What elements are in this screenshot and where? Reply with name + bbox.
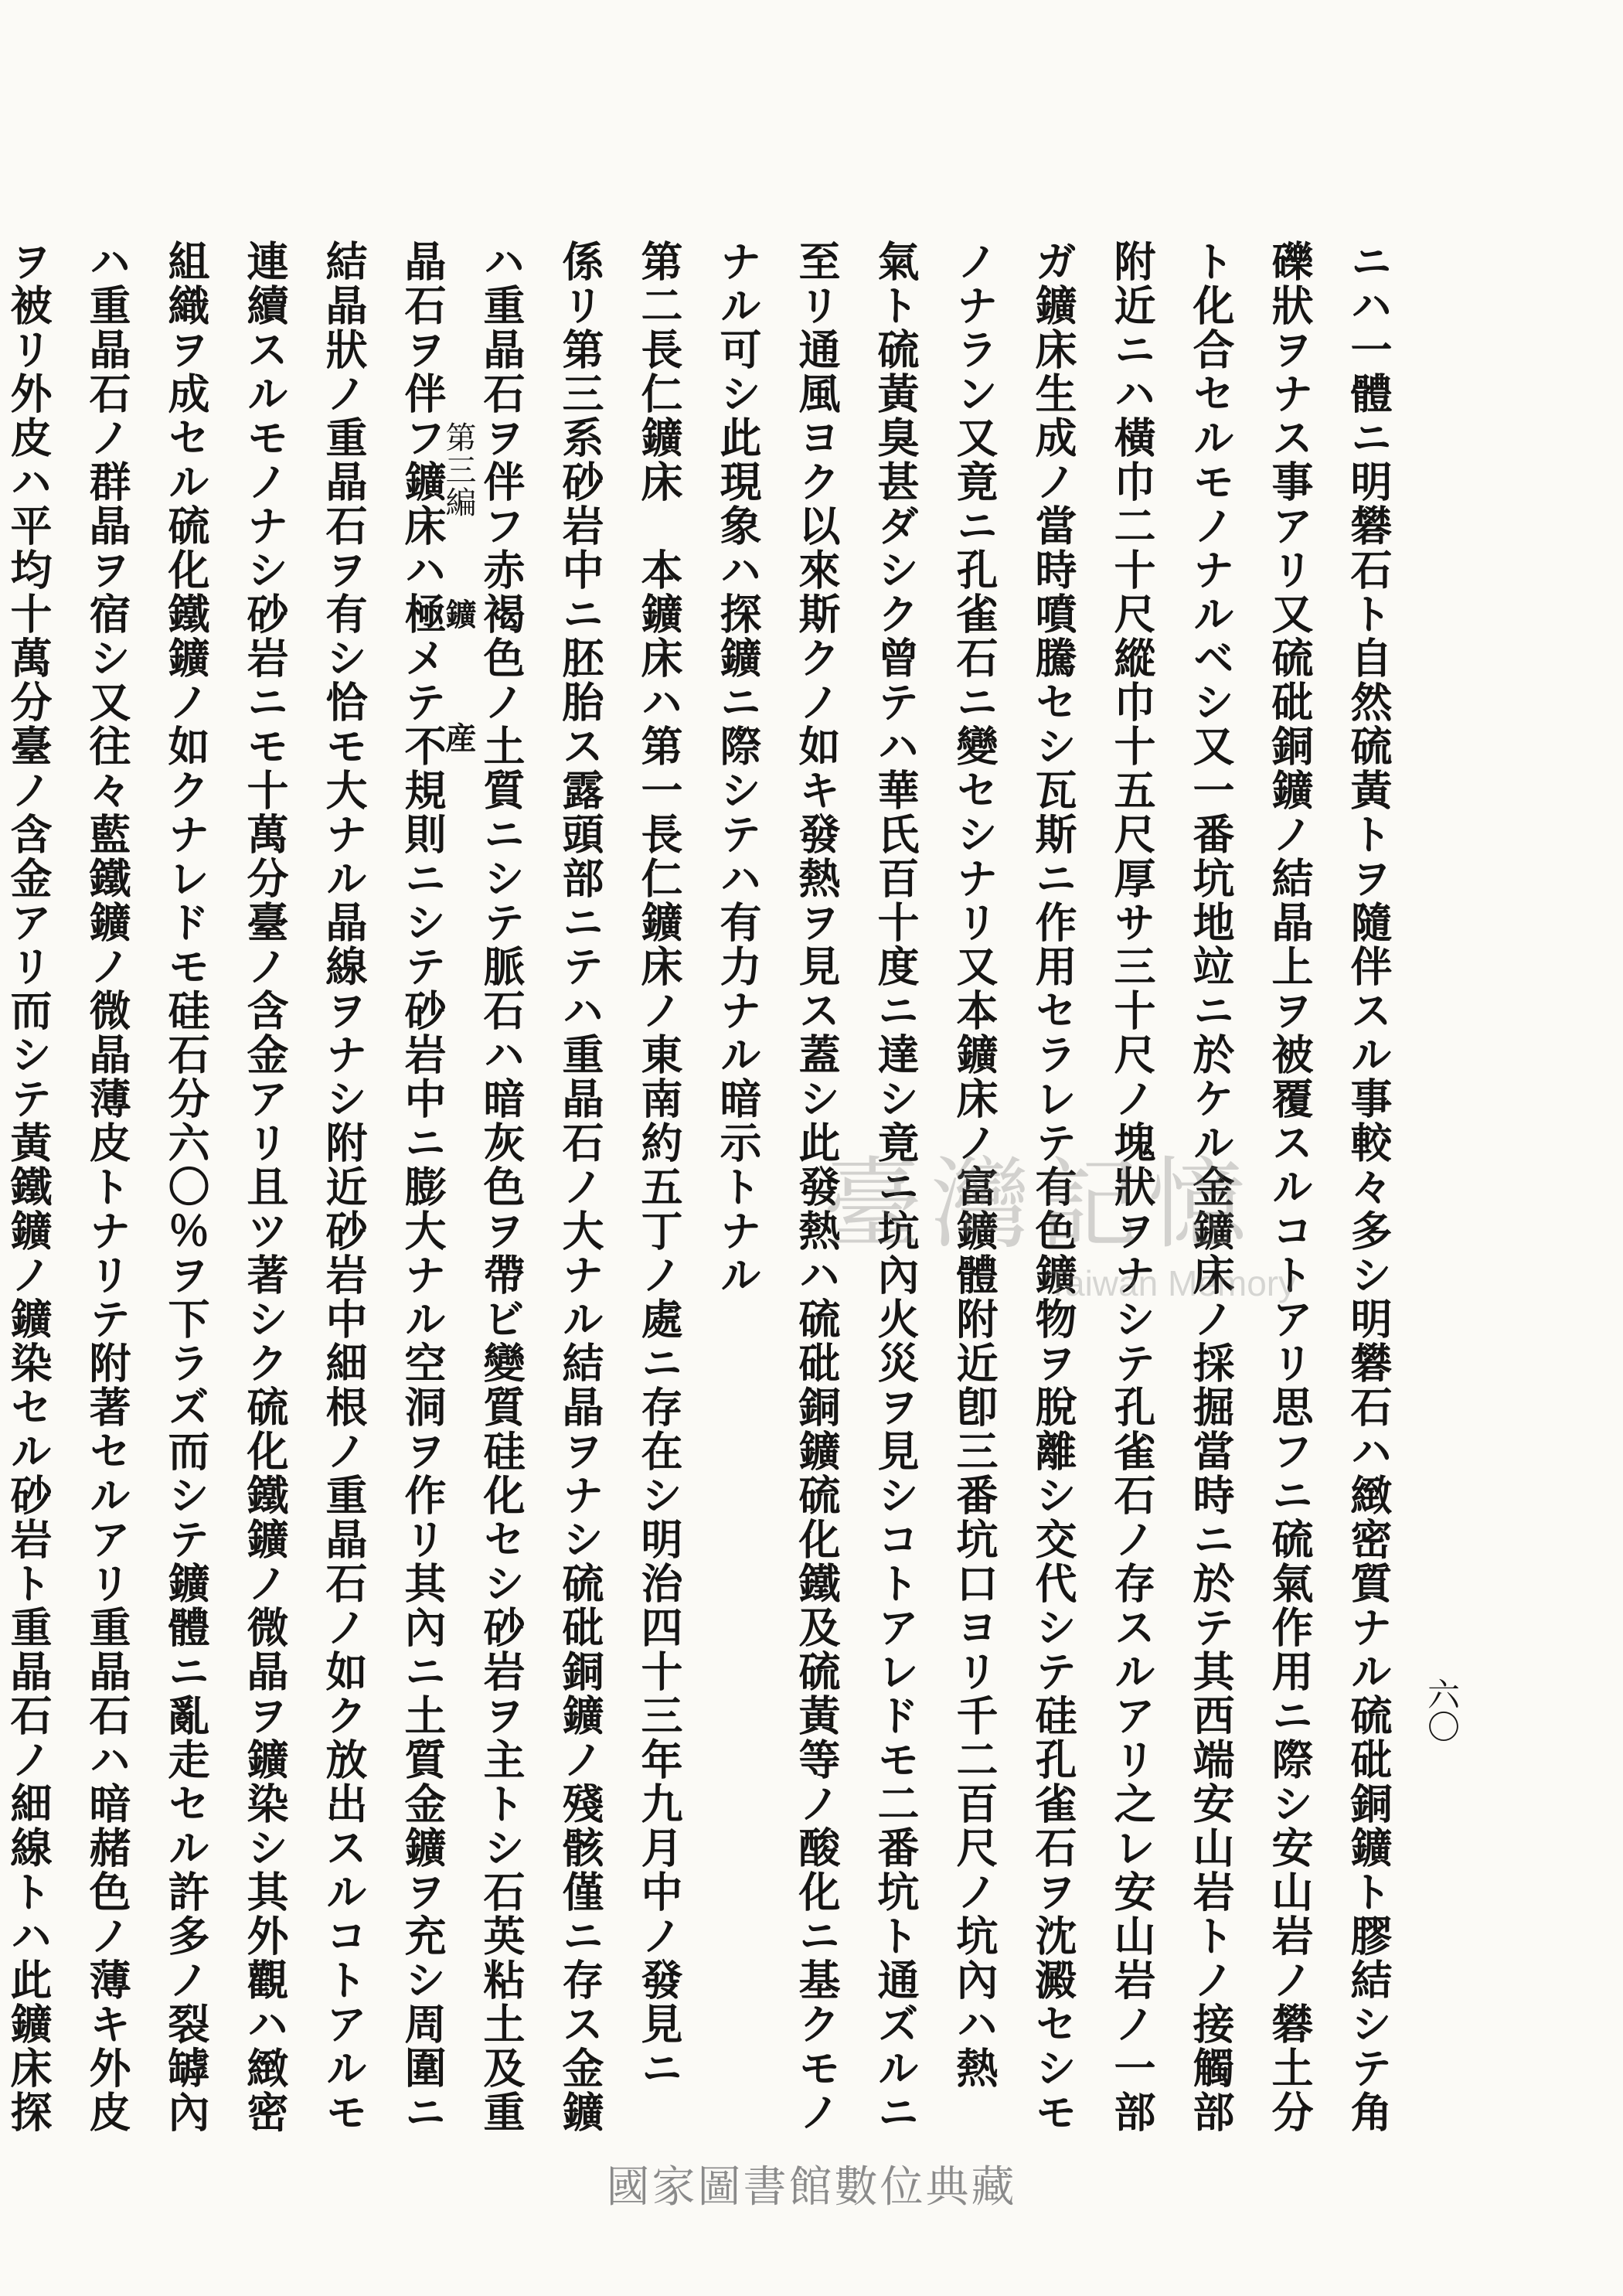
text-line: ハ重晶石ノ群晶ヲ宿シ又往々藍鐵鑛ノ微晶薄皮トナリテ附著セルアリ重晶石ハ暗赭色ノ薄キ外皮 xyxy=(83,240,132,2134)
subsection-line: 第二長仁鑛床 本鑛床ハ第一長仁鑛床ノ東南約五丁ノ處ニ存在シ明治四十三年九月中ノ發見ニ xyxy=(635,240,684,2090)
text-line: ハ重晶石ヲ伴フ赤褐色ノ土質ニシテ脈石ハ暗灰色ヲ帶ビ變質硅化セシ砂岩ヲ主トシ石英粘土及重 xyxy=(477,240,526,2134)
chapter-title: 鑛 産 xyxy=(441,598,477,784)
text-line: 至リ通風ヨク以來斯クノ如キ發熱ヲ見ス蓋シ此發熱ハ硫砒銅鑛硫化鐵及硫黃等ノ酸化ニ基クモノ xyxy=(792,240,842,2134)
text-line: ニハ一體ニ明礬石ト自然硫黃トヲ隨伴スル事較々多シ明礬石ハ緻密質ナル硫砒銅鑛ト膠結シテ角 xyxy=(1344,240,1393,2134)
text-line: 礫狀ヲナス事アリ又硫砒銅鑛ノ結晶上ヲ被覆スルコトアリ思フニ硫氣作用ニ際シ安山岩ノ礬土分 xyxy=(1265,240,1315,2134)
watermark-subtitle: Taiwan Memory xyxy=(1047,1263,1297,1303)
text-line: 附近ニハ橫巾二十尺縱巾十五尺厚サ三十尺ノ塊狀ヲナシテ孔雀石ノ存スルアリ之レ安山岩ノ一部 xyxy=(1108,240,1157,2134)
text-line: 結晶狀ノ重晶石ヲ有シ恰モ大ナル晶線ヲナシ附近砂岩中細根ノ重晶石ノ如ク放出スルコトアルモ xyxy=(319,240,369,2134)
section-title: 第三編 xyxy=(441,421,476,519)
text-line: ガ鑛床生成ノ當時噴騰セシ瓦斯ニ作用セラレテ有色鑛物ヲ脫離シ交代シテ硅孔雀石ヲ沈澱セシモ xyxy=(1029,240,1078,2134)
body-text xyxy=(4,240,1408,2296)
collection-footer: 國家圖書館數位典藏 xyxy=(606,2162,1017,2213)
text-line: 晶石ヲ伴フ鑛床ハ極メテ不規則ニシテ砂岩中ニ膨大ナル空洞ヲ作リ其內ニ土質金鑛ヲ充シ周圍ニ xyxy=(398,240,447,2134)
text-line: ト化合セルモノナルベシ又一番坑地竝ニ於ケル金鑛床ノ採掘當時ニ於テ其西端安山岩トノ接觸部 xyxy=(1186,240,1236,2134)
watermark-title: 臺灣記憶 xyxy=(823,1147,1257,1262)
text-line xyxy=(620,240,699,2296)
text-line: 係リ第三系砂岩中ニ胚胎ス露頭部ニテハ重晶石ノ大ナル結晶ヲナシ硫砒銅鑛ノ殘骸僅ニ存ス金鑛 xyxy=(556,240,605,2134)
text-line: 連續スルモノナシ砂岩ニモ十萬分臺ノ含金アリ且ツ著シク硫化鐵鑛ノ微晶ヲ鑛染シ其外觀ハ緻密 xyxy=(240,240,290,2134)
text-line: ノナラン又竟ニ孔雀石ニ變セシナリ又本鑛床ノ富鑛體附近卽三番坑口ヨリ千二百尺ノ坑內ハ熱 xyxy=(950,240,999,2090)
text-line: 氣ト硫黃臭甚ダシク曾テハ華氏百十度ニ達シ竟ニ坑內火災ヲ見シコトアレドモ二番坑ト通ズルニ xyxy=(871,240,920,2134)
text-line: ナル可シ此現象ハ探鑛ニ際シテハ有力ナル暗示トナル xyxy=(713,240,763,1297)
page-number: 六〇 xyxy=(1423,1678,1461,1742)
text-line: 組織ヲ成セル硫化鐵鑛ノ如クナレドモ硅石分六〇％ヲ下ラズ而シテ鑛體ニ亂走セル許多ノ裂罅內 xyxy=(162,240,211,2134)
text-line: ヲ被リ外皮ハ平均十萬分臺ノ含金アリ而シテ黃鐵鑛ノ鑛染セル砂岩ト重晶石ノ細線トハ此鑛床探 xyxy=(4,240,53,2134)
